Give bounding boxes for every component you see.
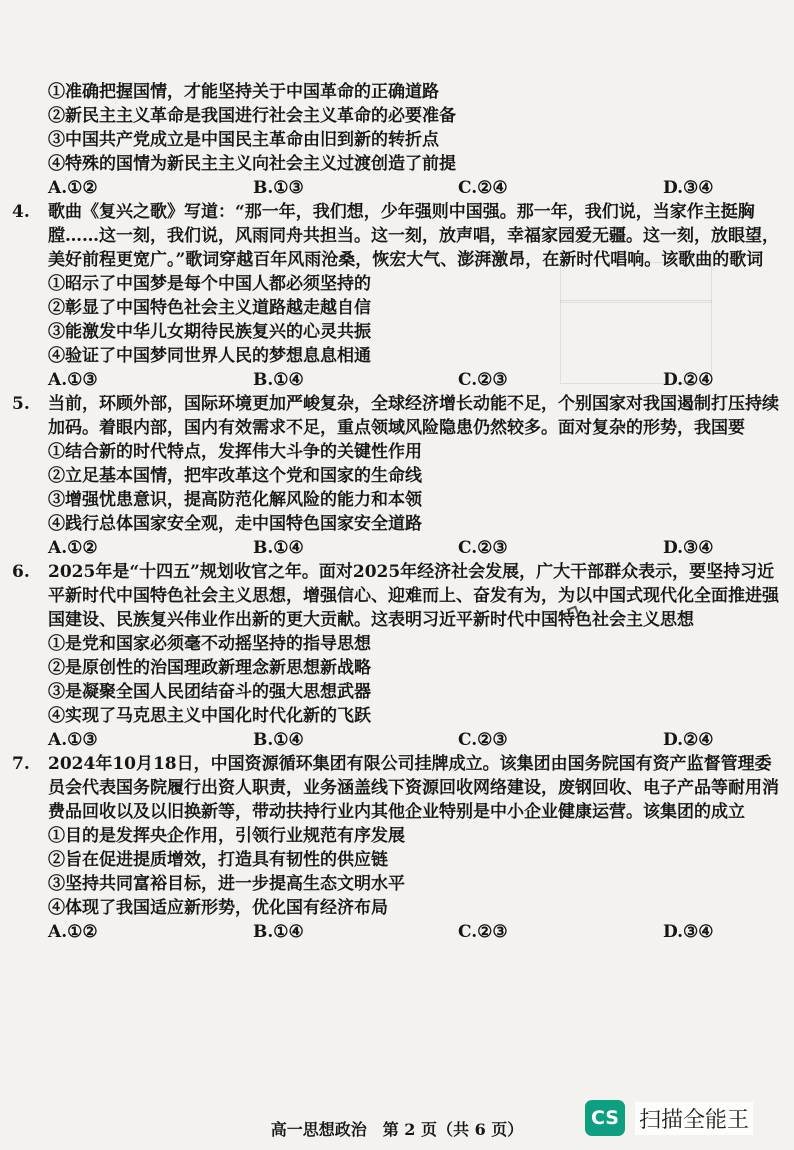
q4-item-1: ①昭示了中国梦是每个中国人都必须坚持的	[48, 274, 371, 294]
q6-stem	[12, 560, 780, 632]
q5-number: 5.	[12, 394, 30, 414]
q4-option-c[interactable]: C.②③	[458, 370, 508, 390]
q6-number: 6.	[12, 562, 30, 582]
page-footer: 高一思想政治 第 2 页（共 6 页）	[270, 1120, 524, 1139]
q5-stem-text: 当前，环顾外部，国际环境更加严峻复杂，全球经济增长动能不足，个别国家对我国遏制打压持续加码。着眼内部，国内有效需求不足，重点领域风险隐患仍然较多。面对复杂的形势，我国要	[48, 394, 779, 438]
question-3-tail	[30, 80, 780, 200]
q3-option-a[interactable]: A.①②	[48, 178, 98, 198]
q5-option-b[interactable]: B.①④	[253, 538, 304, 558]
q4-item-3: ③能激发中华儿女期待民族复兴的心灵共振	[48, 322, 371, 342]
q7-option-d[interactable]: D.③④	[663, 922, 714, 942]
q4-number: 4.	[12, 202, 30, 222]
q5-item-2: ②立足基本国情，把牢改革这个党和国家的生命线	[48, 466, 422, 486]
q7-stem-text: 2024年10月18日，中国资源循环集团有限公司挂牌成立。该集团由国务院国有资产监督管理委员会代表国务院履行出资人职责，业务涵盖线下资源回收网络建设，废钢回收、电子产品等耐用消费品回收以及以旧换新等，带动扶持行业内其他企业特别是中小企业健康运营。该集团的成立	[48, 754, 779, 822]
question-7	[12, 752, 780, 944]
question-6	[12, 560, 780, 752]
q7-option-b[interactable]: B.①④	[253, 922, 304, 942]
q7-number: 7.	[12, 754, 30, 774]
q7-options	[30, 920, 780, 944]
q5-stem	[12, 392, 780, 440]
question-5	[12, 392, 780, 560]
q5-options	[30, 536, 780, 560]
q3-options	[30, 176, 780, 200]
q4-option-b[interactable]: B.①④	[253, 370, 304, 390]
q4-options	[30, 368, 780, 392]
q7-option-c[interactable]: C.②③	[458, 922, 508, 942]
q7-item-1: ①目的是发挥央企作用，引领行业规范有序发展	[48, 826, 405, 846]
q5-option-c[interactable]: C.②③	[458, 538, 508, 558]
q4-item-2: ②彰显了中国特色社会主义道路越走越自信	[48, 298, 371, 318]
q6-option-a[interactable]: A.①③	[48, 730, 98, 750]
q6-option-d[interactable]: D.②④	[663, 730, 714, 750]
question-4	[12, 200, 780, 392]
q7-item-3: ③坚持共同富裕目标，进一步提高生态文明水平	[48, 874, 405, 894]
q6-item-3: ③是凝聚全国人民团结奋斗的强大思想武器	[48, 682, 371, 702]
q3-item-2: ②新民主主义革命是我国进行社会主义革命的必要准备	[48, 106, 456, 126]
q3-item-3: ③中国共产党成立是中国民主革命由旧到新的转折点	[48, 130, 439, 150]
q6-option-b[interactable]: B.①④	[253, 730, 304, 750]
q6-options	[30, 728, 780, 752]
q4-stem-text: 歌曲《复兴之歌》写道：“那一年，我们想，少年强则中国强。那一年，我们说，当家作主挺胸膛……这一刻，我们说，风雨同舟共担当。这一刻，放声唱，幸福家园爱无疆。这一刻，放眼望，美好前程更宽广。”歌词穿越百年风雨沧桑，恢宏大气、澎湃激昂，在新时代唱响。该歌曲的歌词	[48, 202, 779, 270]
q4-item-4: ④验证了中国梦同世界人民的梦想息息相通	[48, 346, 371, 366]
q5-option-a[interactable]: A.①②	[48, 538, 98, 558]
q3-option-d[interactable]: D.③④	[663, 178, 714, 198]
scanner-app-name: 扫描全能王	[635, 1102, 753, 1135]
q4-option-a[interactable]: A.①③	[48, 370, 98, 390]
q7-item-2: ②旨在促进提质增效，打造具有韧性的供应链	[48, 850, 388, 870]
q6-item-4: ④实现了马克思主义中国化时代化新的飞跃	[48, 706, 371, 726]
q4-stem	[12, 200, 780, 272]
q7-stem	[12, 752, 780, 824]
q3-item-4: ④特殊的国情为新民主主义向社会主义过渡创造了前提	[48, 154, 456, 174]
q5-item-4: ④践行总体国家安全观，走中国特色国家安全道路	[48, 514, 422, 534]
q7-item-4: ④体现了我国适应新形势，优化国有经济布局	[48, 898, 388, 918]
q6-option-c[interactable]: C.②③	[458, 730, 508, 750]
q5-option-d[interactable]: D.③④	[663, 538, 714, 558]
camscanner-logo-icon: CS	[585, 1100, 625, 1136]
q4-option-d[interactable]: D.②④	[663, 370, 714, 390]
q6-item-2: ②是原创性的治国理政新理念新思想新战略	[48, 658, 371, 678]
question-content	[12, 80, 780, 944]
q3-item-1: ①准确把握国情，才能坚持关于中国革命的正确道路	[48, 82, 439, 102]
q5-item-1: ①结合新的时代特点，发挥伟大斗争的关键性作用	[48, 442, 422, 462]
q6-stem-text: 2025年是“十四五”规划收官之年。面对2025年经济社会发展，广大干部群众表示，要坚持习近平新时代中国特色社会主义思想，增强信心、迎难而上、奋发有为，为以中国式现代化全面推进强国建设、民族复兴伟业作出新的更大贡献。这表明习近平新时代中国特色社会主义思想	[48, 562, 779, 630]
q3-option-c[interactable]: C.②④	[458, 178, 508, 198]
scanner-watermark	[585, 1100, 753, 1136]
q5-item-3: ③增强忧患意识，提高防范化解风险的能力和本领	[48, 490, 422, 510]
q3-option-b[interactable]: B.①③	[253, 178, 304, 198]
q6-item-1: ①是党和国家必须毫不动摇坚持的指导思想	[48, 634, 371, 654]
q7-option-a[interactable]: A.①②	[48, 922, 98, 942]
